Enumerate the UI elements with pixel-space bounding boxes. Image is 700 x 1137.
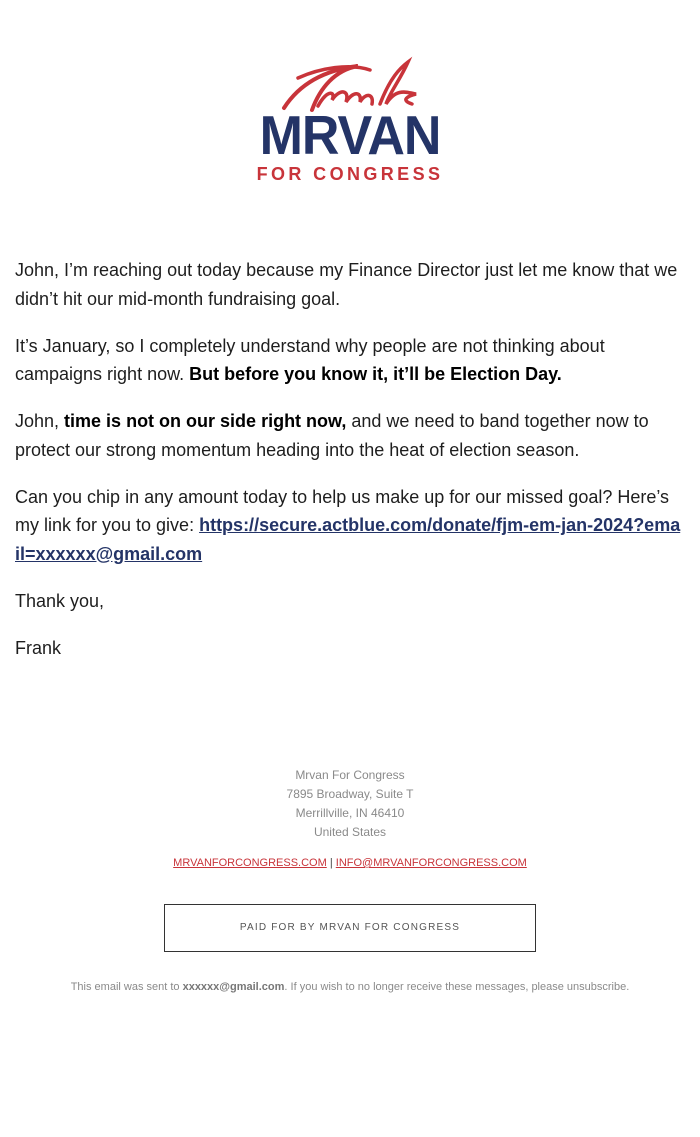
- unsubscribe-notice: This email was sent to xxxxxx@gmail.com. If you wish to no longer receive these messages, please unsubscribe.: [70, 981, 630, 993]
- unsubscribe-text[interactable]: . If you wish to no longer receive these messages, please unsubscribe.: [284, 981, 630, 993]
- paragraph-1: John, I’m reaching out today because my Finance Director just let me know that we didn’t hit our mid-month fundraising goal.: [15, 260, 678, 309]
- logo-name: MRVAN: [259, 105, 441, 167]
- footer-country: United States: [313, 825, 387, 839]
- link-separator: |: [326, 857, 336, 869]
- footer-address-line2: Merrillville, IN 46410: [295, 806, 405, 820]
- paid-for-disclaimer: PAID FOR BY MRVAN FOR CONGRESS: [164, 904, 536, 952]
- footer-address-line1: 7895 Broadway, Suite T: [286, 787, 414, 801]
- website-link[interactable]: MRVANFORCONGRESS.COM: [173, 857, 327, 869]
- recipient-email: xxxxxx@gmail.com: [182, 981, 285, 993]
- signature-name: Frank: [15, 637, 62, 658]
- bold-election-day: But before you know it, it’ll be Election Day.: [189, 364, 562, 384]
- footer-org: Mrvan For Congress: [295, 768, 405, 782]
- paragraph-3: John, time is not on our side right now, and we need to band together now to protect our strong momentum heading into the heat of election season.: [15, 411, 649, 460]
- footer-address: [0, 766, 700, 842]
- paragraph-2: It’s January, so I completely understand why people are not thinking about campaigns right now. But before you know it, it’ll be Election Day.: [15, 335, 605, 384]
- logo-tagline: FOR CONGRESS: [256, 164, 444, 184]
- email-body: [15, 256, 685, 681]
- paragraph-4: Can you chip in any amount today to help us make up for our missed goal? Here’s my link for you to give: https://secure.actblue.com/donate/fjm-em-jan-2024?email=xxxxxx@gmail.com: [15, 486, 681, 564]
- donate-link[interactable]: https://secure.actblue.com/donate/fjm-em-jan-2024?email=xxxxxx@gmail.com: [15, 515, 681, 564]
- bold-time-not-on-side: time is not on our side right now,: [64, 411, 347, 431]
- footer-links: [0, 857, 700, 869]
- email-contact-link[interactable]: INFO@MRVANFORCONGRESS.COM: [335, 857, 527, 869]
- paragraph-5: Thank you,: [15, 590, 105, 611]
- campaign-logo: [240, 48, 460, 198]
